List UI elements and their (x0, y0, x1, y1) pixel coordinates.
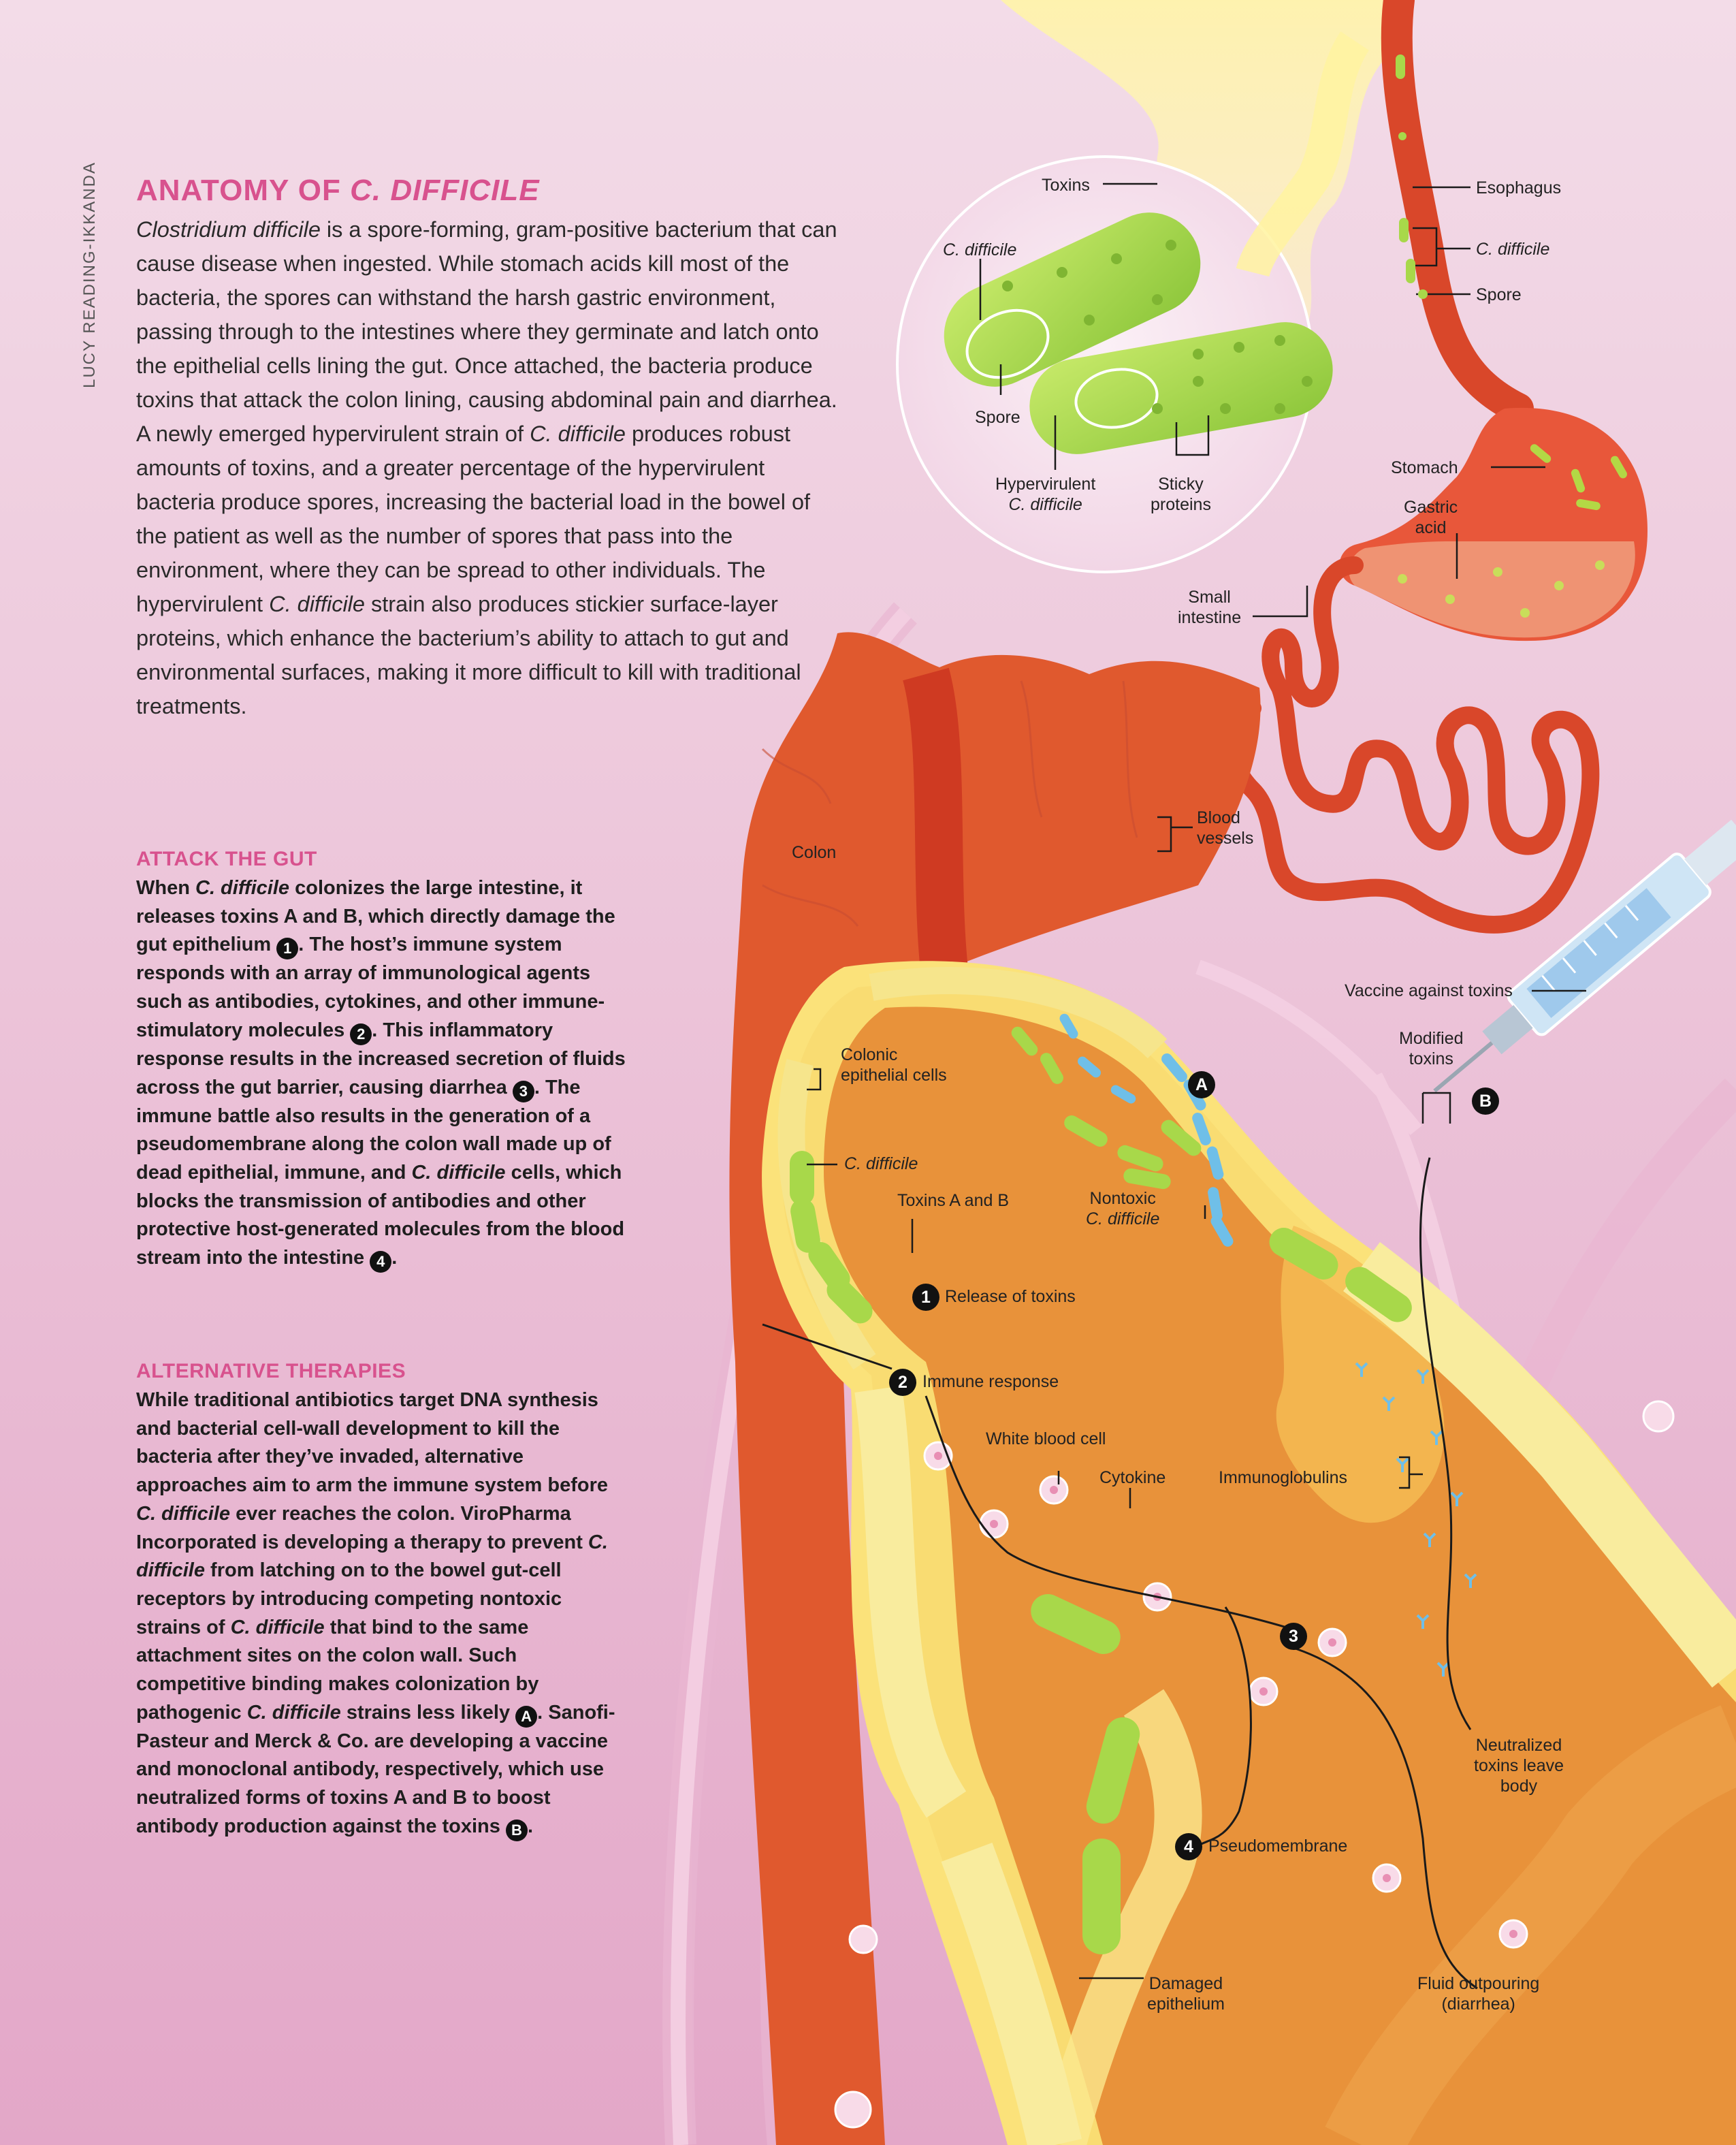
label-cdiff-inset: C. difficile (943, 240, 1017, 259)
ther-i1: C. difficile (136, 1502, 231, 1525)
neutral-line-2: toxins leave (1474, 1756, 1564, 1775)
modified-line-2: toxins (1409, 1049, 1453, 1068)
hyper-line-1: Hypervirulent (995, 475, 1096, 494)
label-modified-toxins (1399, 1028, 1464, 1069)
ther-t4: that bind to the same attachment sites on the colon wall. Such competitive binding makes colonization by pathogenic (136, 1616, 539, 1723)
blood-line-2: vessels (1197, 829, 1254, 848)
step-b-badge: B (506, 1820, 528, 1841)
label-pseudomembrane: Pseudomembrane (1208, 1837, 1348, 1856)
marker-4-badge: 4 (1175, 1833, 1202, 1860)
small-line-2: intestine (1178, 608, 1242, 627)
title-prefix: ANATOMY OF (136, 174, 351, 207)
step-3-badge: 3 (513, 1081, 534, 1102)
colonic-line-2: epithelial cells (841, 1066, 947, 1085)
page-title (136, 174, 540, 208)
label-gastric-acid (1404, 497, 1458, 538)
title-italic: C. DIFFICILE (350, 174, 540, 207)
intro-italic-3: C. difficile (269, 592, 365, 616)
label-vaccine: Vaccine against toxins (1345, 981, 1513, 1000)
blood-line-1: Blood (1197, 808, 1240, 827)
label-spore-inset: Spore (975, 408, 1020, 427)
label-sticky-proteins (1151, 474, 1211, 515)
modified-line-1: Modified (1399, 1029, 1464, 1048)
label-spore-esophagus: Spore (1476, 285, 1522, 304)
label-damaged-epithelium (1147, 1973, 1225, 2014)
label-colonic-cells (841, 1045, 947, 1085)
ther-t6: . Sanofi-Pasteur and Merck & Co. are developing a vaccine and monoclonal antibody, respectively, which use neutralized forms of toxins A and B to boost antibody production against the toxins (136, 1701, 615, 1837)
step-2-badge: 2 (350, 1023, 372, 1045)
nontoxic-line-1: Nontoxic (1089, 1189, 1156, 1208)
label-nontoxic (1086, 1188, 1159, 1229)
ther-t1: While traditional antibiotics target DNA synthesis and bacterial cell-wall development to kill the bacteria after they’ve invaded, alternative approaches aim to arm the immune system before (136, 1389, 608, 1497)
nontoxic-line-2: C. difficile (1086, 1209, 1160, 1228)
label-small-intestine (1178, 587, 1241, 628)
gastric-line-1: Gastric (1404, 498, 1458, 517)
artist-credit: LUCY READING-IKKANDA (80, 161, 99, 388)
attack-t3: . The host’s immune system responds with an array of immunological agents such as antibodies, cytokines, and other immune-stimulatory molecules (136, 934, 605, 1041)
attack-t5: . The immune battle also results in the generation of a pseudomembrane along the colon wall made up of dead epithelial, immune, and (136, 1076, 611, 1183)
label-cdiff-colon: C. difficile (844, 1154, 918, 1173)
attack-t6: cells, which blocks the transmission of antibodies and other protective host-generated molecules from the blood stream into the intestine (136, 1161, 625, 1269)
label-release-of-toxins: Release of toxins (945, 1287, 1076, 1306)
damaged-line-1: Damaged (1148, 1974, 1223, 1993)
hyper-line-2: C. difficile (1008, 495, 1082, 514)
ther-t2: ever reaches the colon. ViroPharma Incorporated is developing a therapy to prevent (136, 1502, 588, 1553)
neutral-line-3: body (1500, 1777, 1538, 1796)
step-4-badge: 4 (370, 1251, 391, 1273)
ther-t5: strains less likely (340, 1701, 511, 1723)
sticky-line-2: proteins (1151, 495, 1211, 514)
ther-i2: C. difficile (136, 1531, 608, 1582)
attack-t4: . This inflammatory response results in the increased secretion of fluids across the gut barrier, causing diarrhea (136, 1019, 626, 1098)
damaged-line-2: epithelium (1147, 1995, 1225, 2014)
marker-2-badge: 2 (889, 1369, 916, 1396)
gastric-line-2: acid (1415, 518, 1447, 537)
ther-t3: from latching on to the bowel gut-cell receptors by introducing competing nontoxic strains of (136, 1559, 562, 1638)
label-immunoglobulins: Immunoglobulins (1219, 1468, 1347, 1487)
label-toxins-ab: Toxins A and B (897, 1191, 1010, 1210)
label-neutralized (1474, 1735, 1564, 1796)
intro-italic-2: C. difficile (530, 422, 626, 446)
attack-heading: ATTACK THE GUT (136, 848, 317, 870)
label-stomach: Stomach (1391, 458, 1458, 477)
marker-1 (912, 1284, 939, 1311)
ther-t7: . (527, 1815, 534, 1837)
ther-i4: C. difficile (246, 1701, 341, 1723)
intro-body-3: strain also produces stickier surface-layer proteins, which enhance the bacterium’s ability to attach to gut and environmental surfaces, making it more difficult to kill with traditional treatments. (136, 592, 801, 718)
label-blood-vessels (1197, 808, 1253, 848)
attack-t2: colonizes the large intestine, it releases toxins A and B, which directly damage the gut epithelium (136, 877, 615, 956)
small-line-1: Small (1188, 588, 1231, 607)
attack-t1: When (136, 877, 195, 899)
therapies-heading: ALTERNATIVE THERAPIES (136, 1360, 406, 1382)
label-white-blood-cell: White blood cell (986, 1429, 1106, 1448)
colonic-line-1: Colonic (841, 1045, 898, 1064)
fluid-line-2: (diarrhea) (1441, 1995, 1515, 2014)
label-colon: Colon (792, 843, 837, 862)
marker-a (1188, 1071, 1215, 1098)
marker-3-badge: 3 (1280, 1623, 1307, 1650)
fluid-line-1: Fluid outpouring (1417, 1974, 1540, 1993)
intro-body-1: is a spore-forming, gram-positive bacterium that can cause disease when ingested. While stomach acids kill most of the bacteria, the spores can withstand the harsh gastric environment, passing through to the intestines where they germinate and latch onto the epithelial cells lining the gut. Once attached, the bacteria produce toxins that attack the colon lining, causing abdominal pain and diarrhea. A newly emerged hypervirulent strain of (136, 217, 837, 446)
attack-i1: C. difficile (195, 877, 290, 899)
intro-lead: Clostridium difficile (136, 217, 321, 242)
label-esophagus: Esophagus (1476, 178, 1562, 197)
label-cdiff-esophagus: C. difficile (1476, 240, 1550, 259)
label-toxins: Toxins (1042, 176, 1090, 195)
neutral-line-1: Neutralized (1475, 1736, 1562, 1755)
marker-2 (889, 1369, 916, 1396)
attack-i2: C. difficile (411, 1161, 506, 1183)
marker-a-badge: A (1188, 1071, 1215, 1098)
label-hypervirulent (995, 474, 1095, 515)
attack-body (136, 874, 626, 1273)
therapies-body (136, 1386, 626, 1841)
step-a-badge: A (515, 1706, 537, 1728)
ther-i3: C. difficile (230, 1616, 325, 1638)
marker-b (1472, 1087, 1499, 1115)
label-fluid-outpouring (1417, 1973, 1539, 2014)
label-cytokine: Cytokine (1099, 1468, 1166, 1487)
attack-t7: . (391, 1247, 398, 1269)
marker-b-badge: B (1472, 1087, 1499, 1115)
step-1-badge: 1 (276, 938, 298, 959)
marker-1-badge: 1 (912, 1284, 939, 1311)
sticky-line-1: Sticky (1158, 475, 1204, 494)
intro-paragraph (136, 212, 844, 723)
marker-4 (1175, 1833, 1202, 1860)
marker-3 (1280, 1623, 1307, 1650)
label-immune-response: Immune response (922, 1372, 1059, 1391)
intro-body-2: produces robust amounts of toxins, and a greater percentage of the hypervirulent bacteria produce spores, increasing the bacterial load in the bowel of the patient as well as the number of spores that pass into the environment, where they can be spread to other individuals. The hypervirulent (136, 422, 811, 616)
